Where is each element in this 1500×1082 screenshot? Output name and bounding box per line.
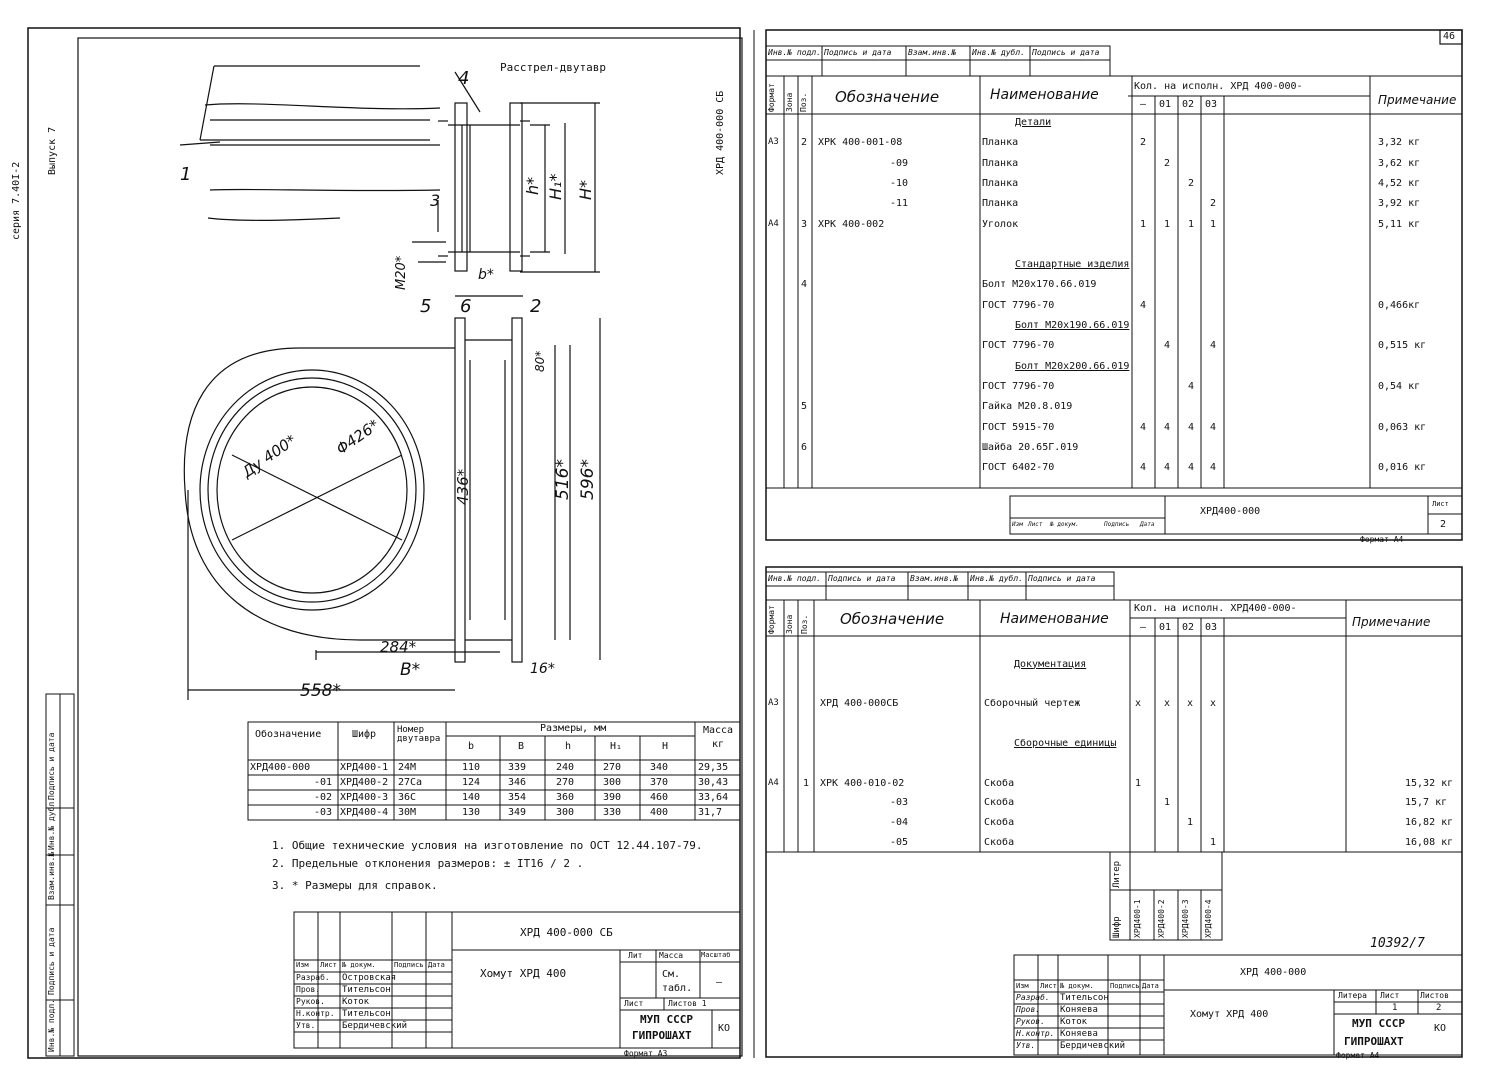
a3-sheet: Лист — [624, 999, 644, 1008]
spec1-head-zone: Зона — [785, 92, 794, 112]
strip-label-sign2: Подпись и дата — [47, 732, 56, 800]
sizes-cell-H1: 270 — [603, 762, 622, 773]
spec1-top-label: Инв.№ дубл. — [972, 48, 1025, 57]
spec1-top-label: Подпись и дата — [1032, 48, 1100, 57]
dim-80: 80* — [533, 350, 547, 372]
spec2-title-head: № докум. — [1060, 982, 1094, 990]
spec2-row-note: 15,32 кг — [1405, 777, 1454, 789]
callout-3: 3 — [430, 191, 441, 210]
spec2-top-label: Взам.инв.№ — [910, 574, 959, 583]
spec1-row-note: 5,11 кг — [1378, 218, 1421, 230]
spec1-top-label: Подпись и дата — [824, 48, 892, 57]
spec2-head-name: Наименование — [1000, 611, 1109, 627]
spec1-grid — [766, 46, 1462, 534]
a3-person: Коток — [342, 997, 370, 1007]
spec1-row-qty: 2 — [1140, 137, 1147, 149]
spec1-bottom-head: Лист — [1028, 521, 1043, 528]
a3-format: Формат А3 — [624, 1049, 668, 1058]
note-2: 2. Предельные отклонения размеров: ± IT16 / 2 . — [272, 857, 584, 870]
a3-doc: ХРД 400-000 СБ — [520, 926, 613, 939]
spec1-row-note: 3,32 кг — [1378, 137, 1421, 149]
spec2-title-sheets: Листов — [1420, 991, 1449, 1000]
spec2-top-label: Инв.№ подл. — [768, 574, 821, 583]
sizes-head-mass: Масса кг — [702, 725, 734, 750]
callout-4: 4 — [458, 68, 470, 89]
spec1-row-qty: 4 — [1188, 421, 1195, 433]
sizes-cell-designation: ХРД400-000 — [250, 762, 311, 773]
spec1-row-qty: 1 — [1140, 218, 1147, 230]
spec1-row-designation: -11 — [890, 198, 909, 210]
note-3: 3. * Размеры для справок. — [272, 879, 438, 892]
spec1-bottom-head: Подпись — [1104, 521, 1130, 528]
spec1-row-qty: 4 — [1164, 462, 1171, 474]
sizes-cell-code: ХРД400-3 — [340, 792, 389, 803]
spec1-row-pos: 6 — [801, 441, 808, 453]
inventory-number: 10392/7 — [1370, 936, 1425, 951]
a3-person: Тительсон — [342, 985, 391, 995]
a3-person: Бердичевский — [342, 1021, 408, 1031]
a3-role: Утв. — [296, 1021, 316, 1030]
sizes-cell-designation: -01 — [314, 777, 333, 788]
a3-role: Пров. — [296, 985, 321, 994]
sizes-sub-B: B — [518, 741, 525, 752]
spec2-title-role: Утв. — [1016, 1041, 1036, 1050]
dim-H: H* — [576, 179, 595, 200]
spec1-row-note: 4,52 кг — [1378, 177, 1421, 189]
strip-label-replace: Взам.инв.№ — [47, 851, 56, 900]
dim-558: 558* — [300, 681, 341, 701]
spec1-row-name: Болт М20х200.66.019 — [1015, 360, 1130, 372]
spec1-row-designation: ХРК 400-002 — [818, 218, 885, 230]
strip-label-inv: Инв.№ подл. — [47, 999, 56, 1052]
sizes-cell-h: 360 — [556, 792, 575, 803]
sizes-cell-h: 240 — [556, 762, 575, 773]
callout-2: 2 — [530, 296, 542, 317]
spec1-row-name: Уголок — [982, 218, 1019, 230]
spec1-row-qty: 4 — [1140, 299, 1147, 311]
spec1-row-qty: 4 — [1210, 462, 1217, 474]
spec1-row-name: Болт М20х170.66.019 — [982, 279, 1097, 291]
spec2-code-label: Шифр — [1112, 916, 1122, 938]
spec2-row-name: Сборочный чертеж — [984, 698, 1081, 710]
spec1-row-name: ГОСТ 7796-70 — [982, 299, 1055, 311]
spec2-letter-label: Литер — [1112, 860, 1122, 888]
spec1-row-designation: ХРК 400-001-08 — [818, 137, 903, 149]
spec1-row-qty: 2 — [1188, 177, 1195, 189]
spec2-var-0: – — [1140, 622, 1147, 633]
spec1-row-qty: 4 — [1140, 462, 1147, 474]
sizes-cell-B: 346 — [508, 777, 527, 788]
sizes-cell-b: 124 — [462, 777, 481, 788]
sizes-cell-mass: 29,35 — [698, 762, 729, 773]
spec1-row-name: ГОСТ 5915-70 — [982, 421, 1055, 433]
spec2-title-role: Пров. — [1016, 1005, 1041, 1014]
spec2-row-name: Скоба — [984, 837, 1015, 848]
vertical-doc-code: ХРД 400-000 СБ — [715, 90, 726, 175]
sizes-cell-h: 300 — [556, 807, 575, 818]
spec2-title-person: Бердичевский — [1060, 1041, 1126, 1051]
a3-scale: Масштаб — [701, 951, 731, 959]
sizes-cell-b: 110 — [462, 762, 481, 773]
spec1-row-name: Детали — [1015, 117, 1052, 128]
a3-role: Руков. — [296, 997, 325, 1006]
spec1-head-note: Примечание — [1378, 93, 1457, 107]
spec2-code-2: ХРД400-2 — [1157, 899, 1166, 938]
dim-16: 16* — [530, 661, 555, 677]
spec1-var-3: 03 — [1205, 99, 1218, 110]
spec1-row-format: А4 — [768, 218, 779, 229]
sizes-cell-B: 354 — [508, 792, 527, 803]
spec1-row-name: Шайба 20.65Г.019 — [982, 441, 1079, 453]
spec1-row-name: ГОСТ 6402-70 — [982, 462, 1055, 474]
spec1-top-label: Инв.№ подл. — [768, 48, 821, 57]
spec1-row-pos: 5 — [801, 401, 808, 413]
spec2-row-name: Скоба — [984, 777, 1015, 789]
sizes-sub-H: H — [662, 741, 669, 752]
spec2-row-qty: х — [1135, 698, 1142, 710]
spec2-row-qty: 1 — [1210, 837, 1217, 848]
spec1-row-note: 0,466кг — [1378, 299, 1421, 311]
spec1-row-designation: -09 — [890, 157, 909, 169]
spec2-title-sheets-val: 2 — [1436, 1003, 1442, 1013]
a3-person: Островская — [342, 973, 397, 983]
spec1-row-name: Планка — [982, 198, 1019, 210]
spec2-row-qty: х — [1210, 698, 1217, 710]
sheet-number: 46 — [1443, 31, 1456, 42]
spec1-row-qty: 4 — [1210, 421, 1217, 433]
spec1-row-name: ГОСТ 7796-70 — [982, 380, 1055, 392]
spec1-row-designation: -10 — [890, 177, 909, 189]
spec2-title-head: Подпись — [1110, 982, 1140, 990]
spec2-row-qty: 1 — [1187, 817, 1194, 829]
spec1-row-qty: 4 — [1140, 421, 1147, 433]
dim-h: h* — [523, 176, 542, 195]
sizes-cell-beam: 30М — [398, 807, 417, 818]
spec1-row-name: Планка — [982, 137, 1019, 149]
sizes-sub-h: h — [565, 741, 572, 752]
spec2-row-name: Скоба — [984, 817, 1015, 829]
spec2-row-designation: -04 — [890, 817, 909, 829]
spec2-title-sheet-val: 1 — [1392, 1003, 1398, 1013]
spec2-title-org-short: КО — [1434, 1023, 1447, 1034]
sizes-cell-H1: 390 — [603, 792, 622, 803]
sizes-cell-designation: -03 — [314, 807, 333, 818]
callout-5: 5 — [420, 296, 432, 317]
a3-head-sign: Подпись — [394, 961, 424, 969]
a3-person: Тительсон — [342, 1009, 391, 1019]
spec2-title-org-2: ГИПРОШАХТ — [1344, 1035, 1404, 1048]
spec2-head-designation: Обозначение — [840, 610, 945, 628]
spec1-bottom-sheet: 2 — [1440, 519, 1447, 530]
a3-org-short: КО — [718, 1023, 731, 1034]
spec1-bottom-head: Изм — [1012, 521, 1023, 528]
spec1-row-note: 3,92 кг — [1378, 198, 1421, 210]
dim-B: B* — [400, 660, 421, 680]
spec2-row-note: 16,82 кг — [1405, 817, 1454, 829]
a3-scale-value: – — [716, 977, 723, 988]
spec1-var-1: 01 — [1159, 99, 1172, 110]
spec1-var-2: 02 — [1182, 99, 1195, 110]
dim-516: 516* — [553, 459, 573, 500]
sizes-head-beam: Номер двутавра — [397, 725, 441, 744]
sizes-cell-H: 340 — [650, 762, 669, 773]
sizes-cell-code: ХРД400-4 — [340, 807, 389, 818]
spec1-head-name: Наименование — [990, 87, 1099, 103]
a4-top-frame — [766, 30, 1462, 540]
sizes-cell-designation: -02 — [314, 792, 333, 803]
sizes-head-designation: Обозначение — [255, 729, 322, 740]
spec1-row-qty: 4 — [1210, 340, 1217, 352]
a3-head-izm: Изм — [296, 961, 309, 969]
sizes-cell-beam: 36С — [398, 792, 417, 803]
sizes-cell-H: 460 — [650, 792, 669, 803]
spec1-row-qty: 4 — [1188, 380, 1195, 392]
a3-frame — [28, 28, 740, 1058]
a3-role: Н.контр. — [296, 1009, 335, 1018]
spec1-row-pos: 4 — [801, 279, 808, 291]
a3-head-date: Дата — [428, 961, 445, 969]
spec1-bottom-head: Дата — [1140, 521, 1155, 528]
a3-lit: Лит — [628, 951, 643, 960]
spec2-title-person: Коток — [1060, 1017, 1088, 1027]
sizes-sub-b: b — [468, 741, 475, 752]
spec1-row-qty: 2 — [1210, 198, 1217, 210]
spec2-title-format: Формат А4 — [1336, 1051, 1380, 1060]
spec1-row-name: Болт М20х190.66.019 — [1015, 320, 1130, 331]
spec2-title-person: Тительсон — [1060, 993, 1109, 1003]
spec2-row-format: А3 — [768, 698, 779, 709]
spec2-top-label: Подпись и дата — [1028, 574, 1096, 583]
sizes-cell-B: 339 — [508, 762, 527, 773]
spec2-row-designation: ХРД 400-000СБ — [820, 698, 899, 710]
spec2-row-note: 15,7 кг — [1405, 797, 1448, 809]
note-1: 1. Общие технические условия на изготовление по ОСТ 12.44.107-79. — [272, 839, 703, 852]
spec2-var-1: 01 — [1159, 622, 1172, 633]
spec1-format: Формат А4 — [1360, 535, 1404, 544]
spec1-row-qty: 1 — [1210, 218, 1217, 230]
spec2-row-name: Скоба — [984, 797, 1015, 809]
spec2-row-qty: 1 — [1135, 777, 1142, 789]
spec1-bottom-head: № докум. — [1050, 521, 1079, 528]
spec1-row-qty: 1 — [1188, 218, 1195, 230]
spec1-row-note: 0,515 кг — [1378, 340, 1427, 352]
spec2-title-org-1: МУП СССР — [1352, 1017, 1405, 1030]
spec2-title-lit: Литера — [1338, 991, 1367, 1000]
spec1-bottom-doc: ХРД400-000 — [1200, 506, 1261, 517]
sizes-head-code: Шифр — [352, 729, 377, 740]
spec2-title-role: Руков. — [1016, 1017, 1045, 1026]
a3-mass-value: См. табл. — [662, 969, 693, 994]
dim-dn: Ду 400* — [238, 431, 300, 482]
sizes-cell-code: ХРД400-2 — [340, 777, 389, 788]
series-label: серия 7.40I-2 — [11, 161, 22, 240]
spec2-row-name: Сборочные единицы — [1014, 738, 1117, 749]
a3-head-doc: № докум. — [342, 961, 376, 969]
sizes-cell-beam: 24М — [398, 762, 417, 773]
sizes-sub-H1: H₁ — [610, 741, 623, 752]
sizes-head-sizes: Размеры, мм — [540, 723, 607, 734]
beam-label: Расстрел-двутавр — [500, 61, 606, 74]
spec1-head-qty: Кол. на исполн. ХРД 400-000- — [1134, 81, 1303, 92]
spec2-top-label: Подпись и дата — [828, 574, 896, 583]
strip-label-dup: Инв.№ дубл. — [47, 797, 56, 850]
spec2-code-4: ХРД400-4 — [1204, 899, 1213, 938]
spec2-title-role: Н.контр. — [1016, 1029, 1055, 1038]
sizes-cell-H: 370 — [650, 777, 669, 788]
spec2-row-format: А4 — [768, 777, 779, 788]
sizes-cell-H: 400 — [650, 807, 669, 818]
spec1-row-pos: 3 — [801, 218, 808, 230]
spec2-title-head: Дата — [1142, 982, 1159, 990]
dim-H1: H₁* — [546, 173, 565, 200]
spec2-row-name: Документация — [1014, 658, 1087, 670]
spec2-title-role: Разраб. — [1016, 993, 1050, 1002]
spec2-title-doc: ХРД 400-000 — [1240, 967, 1307, 978]
a3-org-2: ГИПРОШАХТ — [632, 1029, 692, 1042]
spec1-row-name: Планка — [982, 157, 1019, 169]
spec1-row-note: 0,016 кг — [1378, 462, 1427, 474]
spec2-title-head: Изм — [1016, 982, 1029, 990]
sizes-cell-B: 349 — [508, 807, 527, 818]
spec2-top-label: Инв.№ дубл. — [970, 574, 1023, 583]
spec2-row-qty: 1 — [1164, 797, 1171, 809]
issue-label: Выпуск 7 — [47, 126, 58, 175]
dim-b: b* — [478, 267, 494, 283]
spec2-code-3: ХРД400-3 — [1181, 899, 1190, 938]
sizes-cell-mass: 30,43 — [698, 777, 729, 788]
spec2-head-pos: Поз. — [800, 614, 809, 634]
dim-436: 436* — [454, 468, 472, 505]
a3-role: Разраб. — [296, 973, 330, 982]
spec1-var-0: – — [1140, 99, 1147, 110]
spec2-row-designation: -05 — [890, 837, 909, 848]
spec2-code-1: ХРД400-1 — [1133, 899, 1142, 938]
a3-sheets: Листов 1 — [668, 999, 707, 1008]
spec2-row-note: 16,08 кг — [1405, 837, 1454, 848]
dim-bolt: M20* — [394, 255, 409, 290]
spec1-top-label: Взам.инв.№ — [908, 48, 957, 57]
spec1-row-format: А3 — [768, 137, 779, 148]
spec1-row-pos: 2 — [801, 137, 808, 149]
spec2-title-sheet: Лист — [1380, 991, 1400, 1000]
sizes-cell-code: ХРД400-1 — [340, 762, 389, 773]
spec2-title-head: Лист — [1040, 982, 1057, 990]
sizes-cell-h: 270 — [556, 777, 575, 788]
spec1-row-qty: 4 — [1188, 462, 1195, 474]
spec2-row-pos: 1 — [803, 777, 810, 789]
spec2-head-format: Формат — [767, 605, 776, 634]
spec1-row-name: ГОСТ 7796-70 — [982, 340, 1055, 352]
a3-head-list: Лист — [320, 961, 337, 969]
dim-596: 596* — [578, 459, 598, 500]
a3-name: Хомут ХРД 400 — [480, 967, 567, 980]
a3-mass: Масса — [659, 951, 684, 960]
spec2-head-zone: Зона — [785, 614, 794, 634]
sizes-cell-mass: 31,7 — [698, 807, 723, 818]
spec1-row-qty: 4 — [1164, 340, 1171, 352]
spec2-title-person: Коняева — [1060, 1005, 1098, 1015]
sizes-cell-b: 140 — [462, 792, 481, 803]
spec2-row-designation: ХРК 400-010-02 — [820, 777, 905, 789]
sizes-cell-b: 130 — [462, 807, 481, 818]
spec1-row-note: 3,62 кг — [1378, 157, 1421, 169]
a3-org-1: МУП СССР — [640, 1013, 693, 1026]
callout-6: 6 — [460, 296, 472, 317]
spec1-row-note: 0,54 кг — [1378, 380, 1421, 392]
spec1-bottom-sheet-label: Лист — [1432, 500, 1449, 508]
spec1-head-pos: Поз. — [799, 92, 808, 112]
spec1-row-qty: 1 — [1164, 218, 1171, 230]
callout-1: 1 — [180, 164, 192, 185]
spec2-head-note: Примечание — [1352, 615, 1431, 629]
spec2-title-name: Хомут ХРД 400 — [1190, 1009, 1269, 1020]
spec1-row-name: Гайка М20.8.019 — [982, 401, 1073, 413]
spec1-row-qty: 4 — [1164, 421, 1171, 433]
sizes-cell-beam: 27Са — [398, 777, 423, 788]
sizes-cell-H1: 330 — [603, 807, 622, 818]
spec2-var-2: 02 — [1182, 622, 1195, 633]
spec1-row-name: Стандартные изделия — [1015, 259, 1130, 271]
spec2-var-3: 03 — [1205, 622, 1218, 633]
dim-phi: Φ426* — [332, 415, 383, 459]
spec1-row-qty: 2 — [1164, 157, 1171, 169]
spec2-row-designation: -03 — [890, 797, 909, 809]
spec2-row-qty: х — [1187, 698, 1194, 710]
spec2-title-person: Коняева — [1060, 1029, 1098, 1039]
spec1-row-name: Планка — [982, 177, 1019, 189]
spec1-head-format: Формат — [767, 83, 776, 112]
dim-284: 284* — [380, 638, 417, 656]
spec1-head-designation: Обозначение — [835, 88, 940, 106]
strip-label-sign1: Подпись и дата — [47, 927, 56, 995]
sizes-cell-mass: 33,64 — [698, 792, 729, 803]
sizes-cell-H1: 300 — [603, 777, 622, 788]
spec2-head-qty: Кол. на исполн. ХРД400-000- — [1134, 603, 1297, 614]
spec2-row-qty: х — [1164, 698, 1171, 710]
spec1-row-note: 0,063 кг — [1378, 421, 1427, 433]
